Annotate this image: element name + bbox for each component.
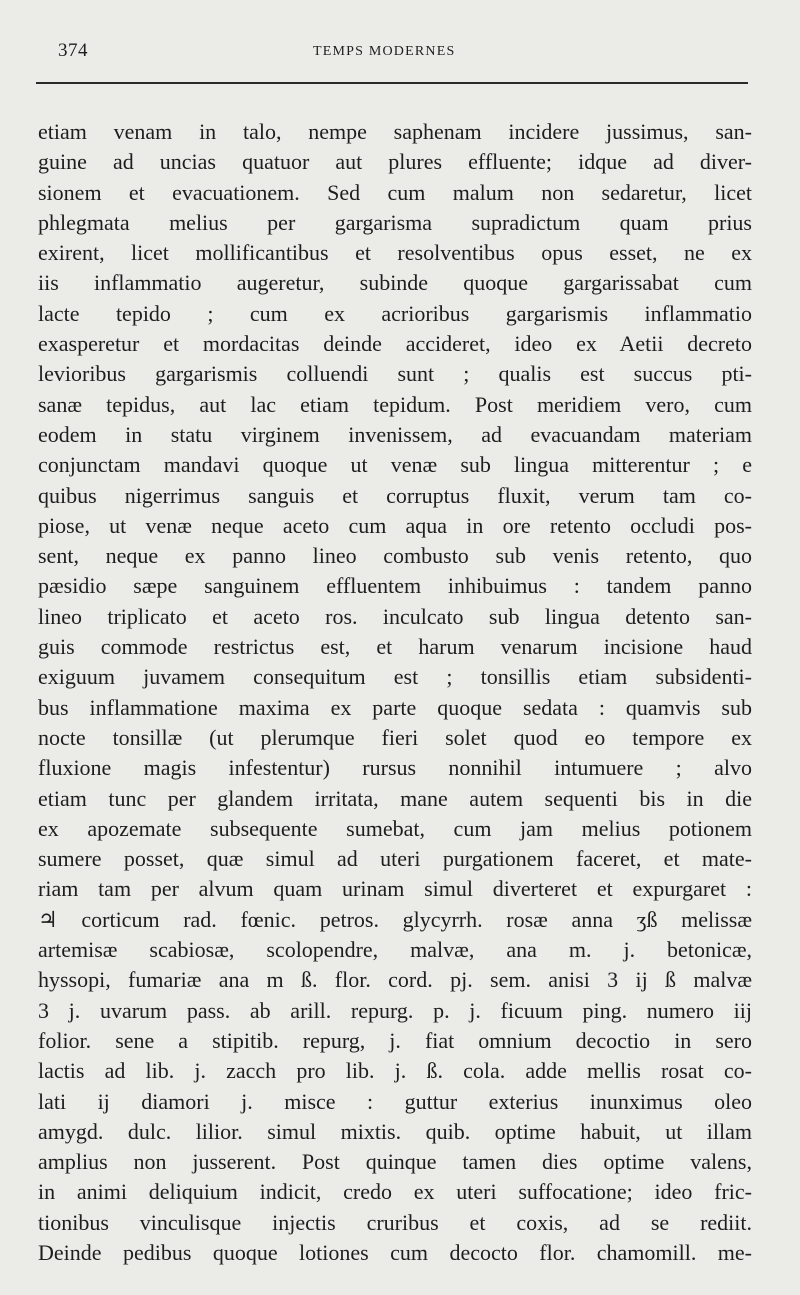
text-line: lati ij diamori j. misce : guttur exterius inunximus oleo [38, 1088, 752, 1114]
text-line: hyssopi, fumariæ ana m ß. flor. cord. pj. sem. anisi 3 ij ß malvæ [38, 967, 752, 993]
body-text [38, 117, 752, 1268]
running-head: TEMPS MODERNES [313, 44, 456, 59]
text-line: in animi deliquium indicit, credo ex uteri suffocatione; ideo fric- [38, 1179, 752, 1205]
text-line: guine ad uncias quatuor aut plures effluente; idque ad diver- [38, 149, 752, 175]
text-line: quibus nigerrimus sanguis et corruptus fluxit, verum tam co- [38, 482, 752, 508]
text-line: exasperetur et mordacitas deinde accideret, ideo ex Aetii decreto [38, 331, 752, 357]
text-line: exirent, licet mollificantibus et resolventibus opus esset, ne ex [38, 240, 752, 266]
text-line: sumere posset, quæ simul ad uteri purgationem faceret, et mate- [38, 846, 752, 872]
text-line: levioribus gargarismis colluendi sunt ; qualis est succus pti- [38, 361, 752, 387]
text-line: 3 j. uvarum pass. ab arill. repurg. p. j. ficuum ping. numero iij [38, 997, 752, 1023]
text-line: fluxione magis infestentur) rursus nonnihil intumuere ; alvo [38, 755, 752, 781]
text-line: amplius non jusserent. Post quinque tamen dies optime valens, [38, 1149, 752, 1175]
text-line: tionibus vinculisque injectis cruribus et coxis, ad se rediit. [38, 1209, 752, 1235]
text-line: sanæ tepidus, aut lac etiam tepidum. Post meridiem vero, cum [38, 391, 752, 417]
text-line: Deinde pedibus quoque lotiones cum decocto flor. chamomill. me- [38, 1239, 752, 1265]
text-line: nocte tonsillæ (ut plerumque fieri solet quod eo tempore ex [38, 724, 752, 750]
text-line: iis inflammatio augeretur, subinde quoque gargarissabat cum [38, 270, 752, 296]
header-rule [36, 82, 748, 84]
page-header [58, 40, 748, 70]
text-line: lactis ad lib. j. zacch pro lib. j. ß. cola. adde mellis rosat co- [38, 1058, 752, 1084]
text-line: artemisæ scabiosæ, scolopendre, malvæ, ana m. j. betonicæ, [38, 937, 752, 963]
text-line: exiguum juvamem consequitum est ; tonsillis etiam subsidenti- [38, 664, 752, 690]
text-line: ex apozemate subsequente sumebat, cum jam melius potionem [38, 815, 752, 841]
page-number: 374 [58, 40, 88, 61]
text-line: ♃ corticum rad. fœnic. petros. glycyrrh. rosæ anna ʒß melissæ [38, 906, 752, 932]
text-line: pæsidio sæpe sanguinem effluentem inhibuimus : tandem panno [38, 573, 752, 599]
text-line: sent, neque ex panno lineo combusto sub venis retento, quo [38, 543, 752, 569]
text-line: folior. sene a stipitib. repurg, j. fiat omnium decoctio in sero [38, 1027, 752, 1053]
text-line: phlegmata melius per gargarisma supradictum quam prius [38, 209, 752, 235]
text-line: lacte tepido ; cum ex acrioribus gargarismis inflammatio [38, 300, 752, 326]
text-line: piose, ut venæ neque aceto cum aqua in ore retento occludi pos- [38, 512, 752, 538]
text-line: lineo triplicato et aceto ros. inculcato sub lingua detento san- [38, 603, 752, 629]
text-line: sionem et evacuationem. Sed cum malum non sedaretur, licet [38, 179, 752, 205]
text-line: amygd. dulc. lilior. simul mixtis. quib. optime habuit, ut illam [38, 1118, 752, 1144]
text-line: conjunctam mandavi quoque ut venæ sub lingua mitterentur ; e [38, 452, 752, 478]
text-line: etiam venam in talo, nempe saphenam incidere jussimus, san- [38, 119, 752, 144]
text-line: etiam tunc per glandem irritata, mane autem sequenti bis in die [38, 785, 752, 811]
text-line: riam tam per alvum quam urinam simul diverteret et expurgaret : [38, 876, 752, 902]
text-line: eodem in statu virginem invenissem, ad evacuandam materiam [38, 421, 752, 447]
text-line: bus inflammatione maxima ex parte quoque sedata : quamvis sub [38, 694, 752, 720]
text-line: guis commode restrictus est, et harum venarum incisione haud [38, 634, 752, 660]
